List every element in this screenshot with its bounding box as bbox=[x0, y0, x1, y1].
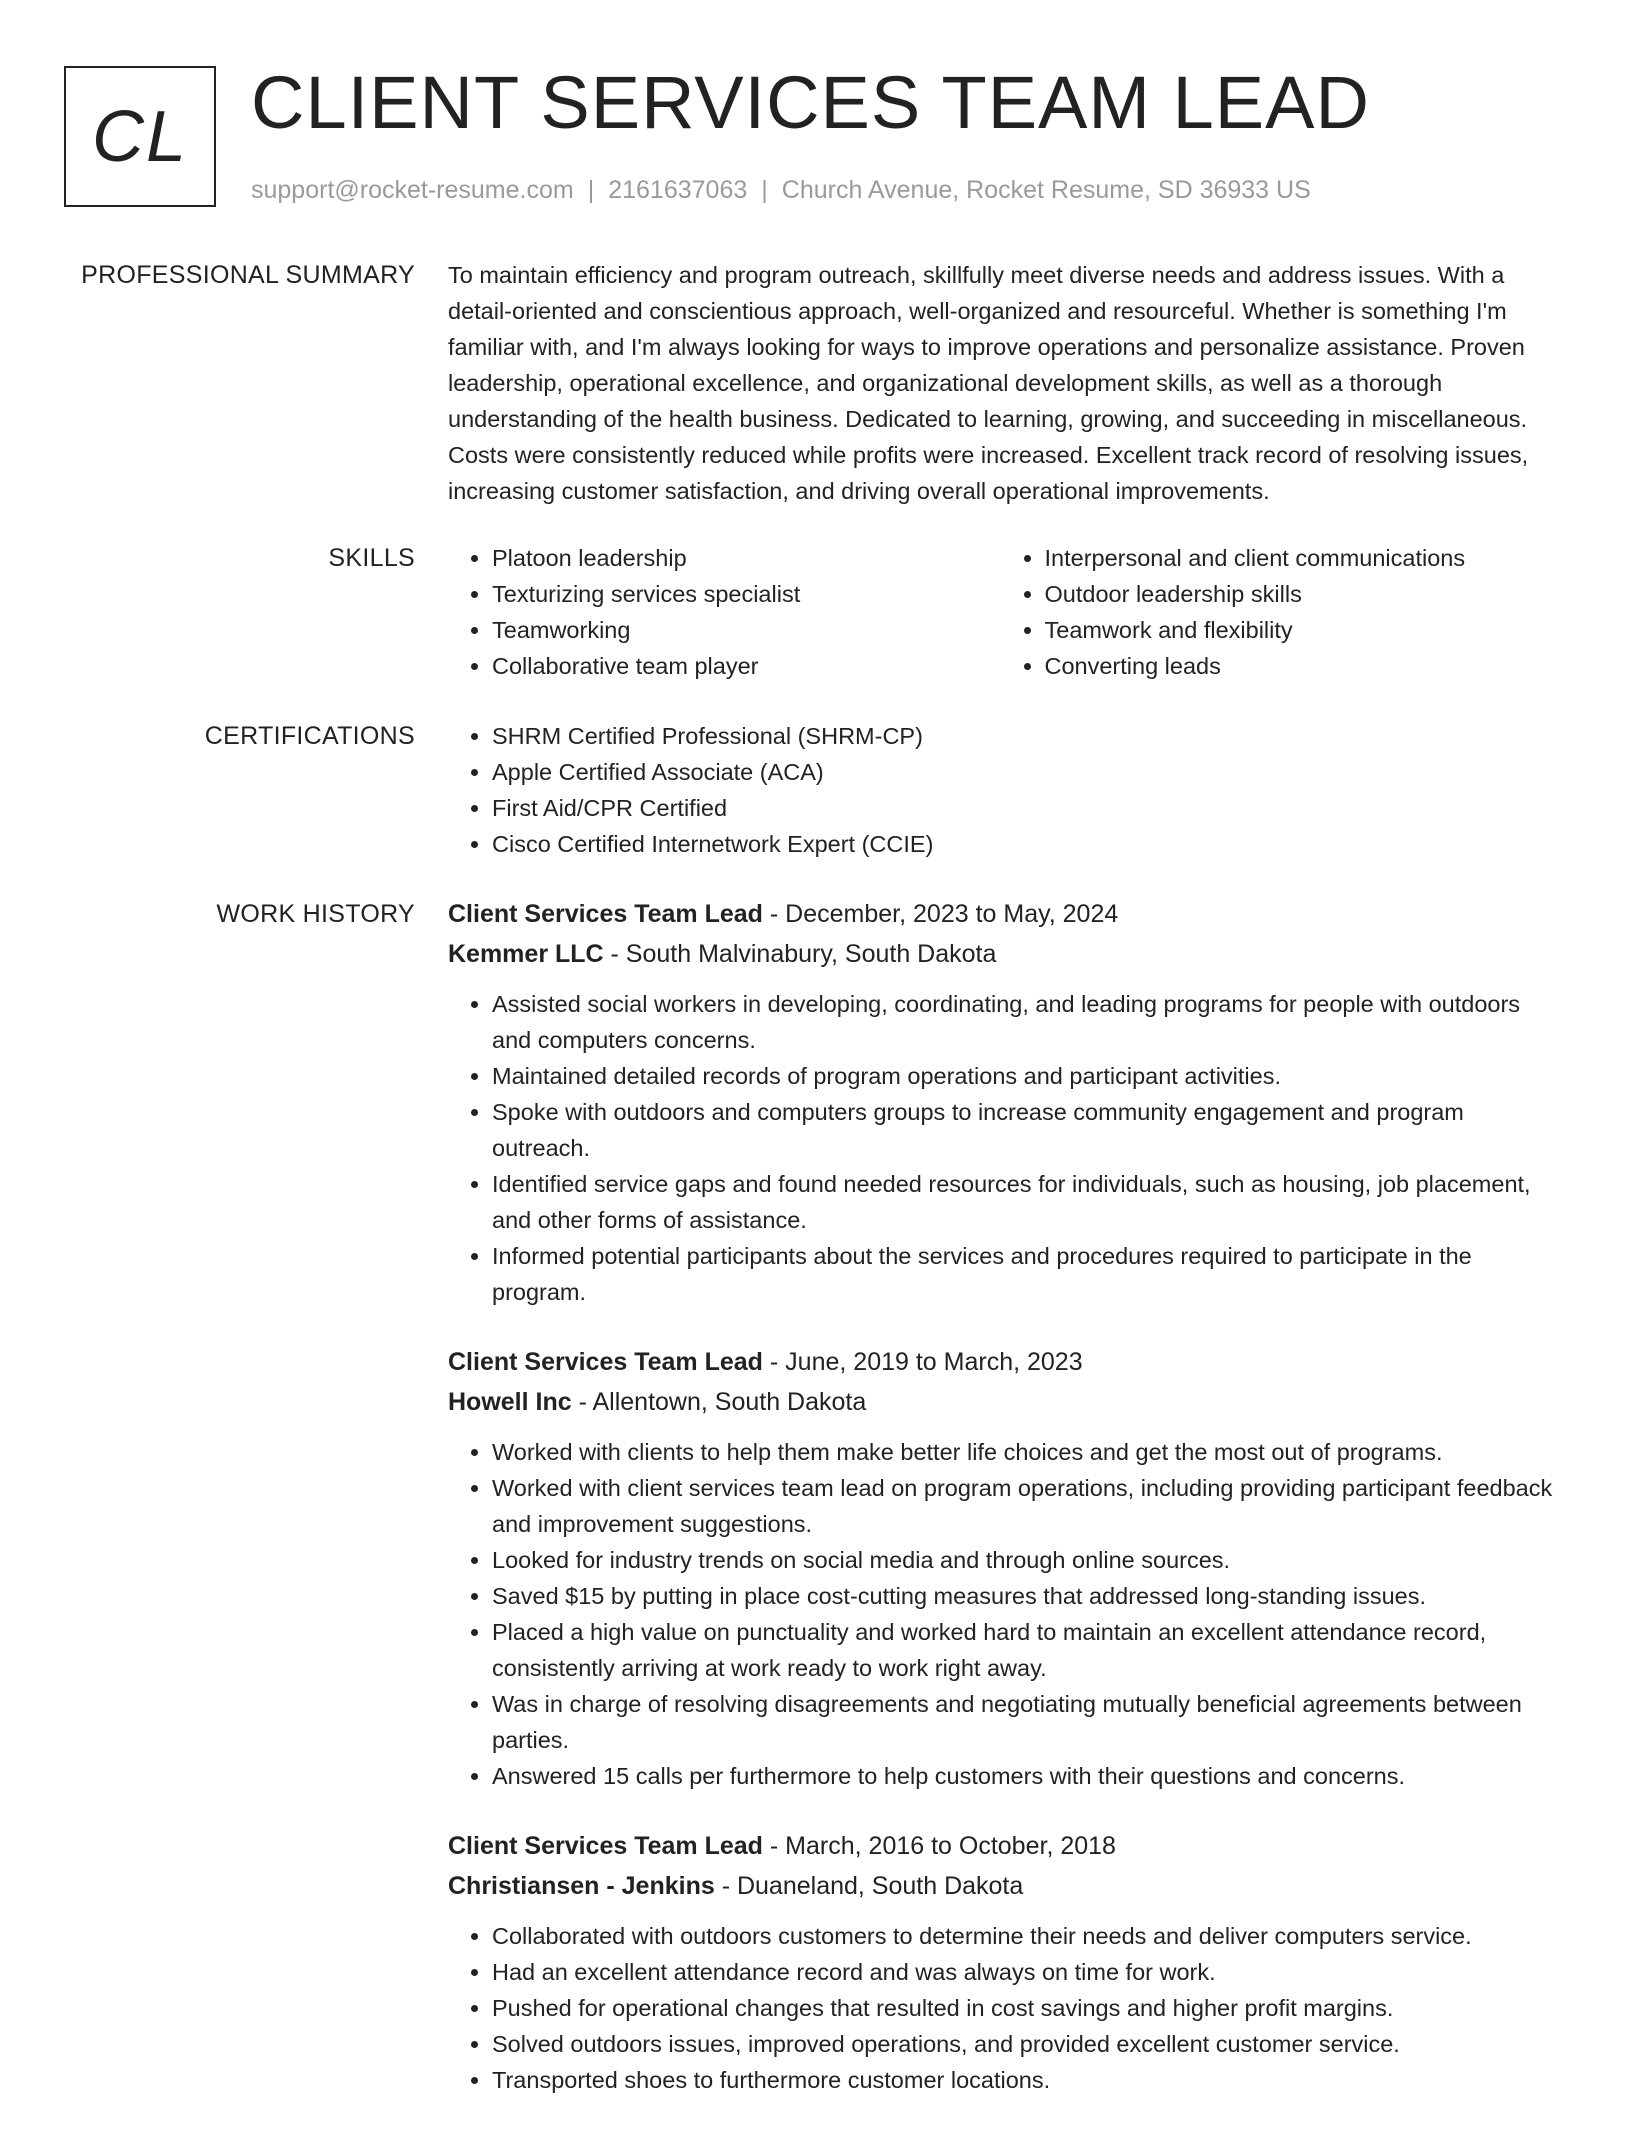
job-bullet: • Transported shoes to furthermore customer locations. bbox=[492, 2062, 1553, 2098]
contact-line bbox=[251, 174, 1311, 206]
skills-list-right bbox=[1001, 540, 1554, 684]
contact-separator: | bbox=[587, 176, 595, 204]
skill-item: • Outdoor leadership skills bbox=[1045, 576, 1554, 612]
company-line bbox=[448, 1382, 1553, 1422]
skill-item: • Platoon leadership bbox=[492, 540, 1001, 576]
certification-item: • Apple Certified Associate (ACA) bbox=[492, 754, 1553, 790]
skill-item: • Collaborative team player bbox=[492, 648, 1001, 684]
job-dates: - December, 2023 to May, 2024 bbox=[762, 900, 1119, 928]
monogram-initials: CL bbox=[91, 96, 189, 177]
job-bullet: • Saved $15 by putting in place cost-cutting measures that addressed long-standing issues. bbox=[492, 1578, 1553, 1614]
job-title: Client Services Team Lead bbox=[448, 1832, 763, 1860]
job-bullet: • Answered 15 calls per furthermore to help customers with their questions and concerns. bbox=[492, 1758, 1553, 1794]
job-bullet: • Had an excellent attendance record and was always on time for work. bbox=[492, 1954, 1553, 1990]
job-bullet: • Maintained detailed records of program operations and participant activities. bbox=[492, 1058, 1553, 1094]
skills-list-left bbox=[448, 540, 1001, 684]
skills-heading: SKILLS bbox=[328, 544, 415, 572]
company-location: - Allentown, South Dakota bbox=[571, 1388, 867, 1416]
company-location: - Duaneland, South Dakota bbox=[714, 1872, 1024, 1900]
skill-item: • Interpersonal and client communications bbox=[1045, 540, 1554, 576]
job-title: Client Services Team Lead bbox=[448, 900, 763, 928]
skill-item: • Texturizing services specialist bbox=[492, 576, 1001, 612]
contact-address: Church Avenue, Rocket Resume, SD 36933 US bbox=[781, 176, 1311, 204]
job-bullet: • Collaborated with outdoors customers to determine their needs and deliver computers service. bbox=[492, 1918, 1553, 1954]
contact-phone[interactable]: 2161637063 bbox=[608, 176, 748, 204]
summary-text: To maintain efficiency and program outreach, skillfully meet diverse needs and address issues. With a detail-oriented and conscientious approach, well-organized and resourceful. Whether is something I'm familiar with, and I'm always looking for ways to improve operations and personalize assistance. Proven leadership, operational excellence, and organizational development skills, as well as a thorough understanding of the health business. Dedicated to learning, growing, and succeeding in miscellaneous. Costs were consistently reduced while profits were increased. Excellent track record of resolving issues, increasing customer satisfaction, and driving overall operational improvements. bbox=[448, 262, 1529, 504]
job-title: Client Services Team Lead bbox=[448, 1348, 763, 1376]
job-bullet: • Placed a high value on punctuality and worked hard to maintain an excellent attendance record, consistently arriving at work ready to work right away. bbox=[492, 1614, 1553, 1686]
company-line bbox=[448, 934, 1553, 974]
job-bullet: • Worked with clients to help them make better life choices and get the most out of programs. bbox=[492, 1434, 1553, 1470]
job-bullets bbox=[448, 1918, 1553, 2098]
certifications-list bbox=[448, 718, 1553, 862]
resume-title: CLIENT SERVICES TEAM LEAD bbox=[251, 61, 1370, 144]
contact-email[interactable]: support@rocket-resume.com bbox=[251, 176, 574, 204]
summary-body bbox=[448, 257, 1553, 509]
certification-item: • SHRM Certified Professional (SHRM-CP) bbox=[492, 718, 1553, 754]
job-bullet: • Worked with client services team lead on program operations, including providing participant feedback and improvement suggestions. bbox=[492, 1470, 1553, 1542]
job-bullet: • Pushed for operational changes that resulted in cost savings and higher profit margins. bbox=[492, 1990, 1553, 2026]
job-bullet: • Spoke with outdoors and computers groups to increase community engagement and program outreach. bbox=[492, 1094, 1553, 1166]
job-title-line bbox=[448, 1342, 1553, 1382]
job-bullet: • Was in charge of resolving disagreements and negotiating mutually beneficial agreements between parties. bbox=[492, 1686, 1553, 1758]
job-entry bbox=[448, 1826, 1553, 2098]
job-title-line bbox=[448, 1826, 1553, 1866]
skill-item: • Teamworking bbox=[492, 612, 1001, 648]
skills-body bbox=[448, 540, 1553, 684]
job-bullet: • Informed potential participants about the services and procedures required to participate in the program. bbox=[492, 1238, 1553, 1310]
work-history-heading: WORK HISTORY bbox=[216, 900, 415, 928]
contact-separator: | bbox=[761, 176, 768, 204]
summary-heading: PROFESSIONAL SUMMARY bbox=[81, 261, 415, 289]
company-name: Howell Inc bbox=[448, 1388, 572, 1416]
company-location: - South Malvinabury, South Dakota bbox=[603, 940, 997, 968]
job-bullets bbox=[448, 1434, 1553, 1794]
job-title-line bbox=[448, 894, 1553, 934]
company-line bbox=[448, 1866, 1553, 1906]
job-dates: - June, 2019 to March, 2023 bbox=[762, 1348, 1083, 1376]
job-bullet: • Solved outdoors issues, improved operations, and provided excellent customer service. bbox=[492, 2026, 1553, 2062]
skill-item: • Converting leads bbox=[1045, 648, 1554, 684]
certification-item: • First Aid/CPR Certified bbox=[492, 790, 1553, 826]
job-bullets bbox=[448, 986, 1553, 1310]
job-bullet: • Looked for industry trends on social media and through online sources. bbox=[492, 1542, 1553, 1578]
certifications-heading: CERTIFICATIONS bbox=[204, 722, 415, 750]
work-history-body bbox=[448, 894, 1553, 2130]
job-entry bbox=[448, 1342, 1553, 1794]
job-dates: - March, 2016 to October, 2018 bbox=[762, 1832, 1116, 1860]
job-entry bbox=[448, 894, 1553, 1310]
job-bullet: • Identified service gaps and found needed resources for individuals, such as housing, job placement, and other forms of assistance. bbox=[492, 1166, 1553, 1238]
certification-item: • Cisco Certified Internetwork Expert (CCIE) bbox=[492, 826, 1553, 862]
certifications-body bbox=[448, 718, 1553, 862]
company-name: Kemmer LLC bbox=[448, 940, 604, 968]
monogram-logo bbox=[64, 66, 216, 207]
job-bullet: • Assisted social workers in developing, coordinating, and leading programs for people with outdoors and computers concerns. bbox=[492, 986, 1553, 1058]
company-name: Christiansen - Jenkins bbox=[448, 1872, 715, 1900]
skill-item: • Teamwork and flexibility bbox=[1045, 612, 1554, 648]
